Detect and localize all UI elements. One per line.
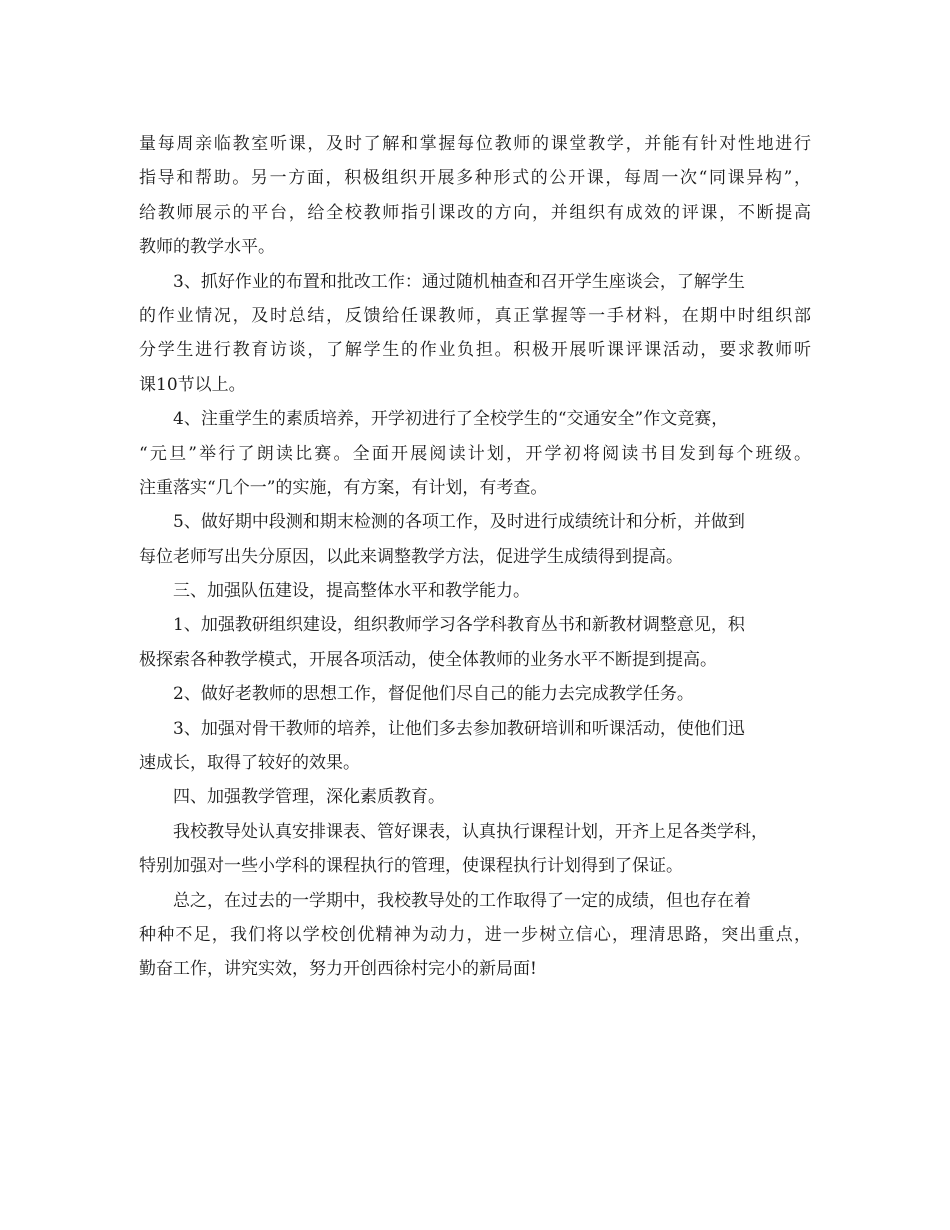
text-line: “元旦”举行了朗读比赛。全面开展阅读计划，开学初将阅读书目发到每个班级。	[139, 443, 811, 464]
text-line: 课10节以上。	[139, 374, 246, 395]
text-line: 三、加强队伍建设，提高整体水平和教学能力。	[173, 581, 530, 602]
text-line: 总之，在过去的一学期中，我校教导处的工作取得了一定的成绩，但也存在着	[173, 890, 751, 911]
text-line: 每位老师写出失分原因，以此来调整教学方法，促进学生成绩得到提高。	[139, 546, 683, 567]
text-line: 3、加强对骨干教师的培养，让他们多去参加教研培训和听课活动，使他们迅	[173, 718, 745, 739]
text-line: 的作业情况，及时总结，反馈给任课教师，真正掌握等一手材料，在期中时组织部	[139, 305, 811, 326]
text-line: 教师的教学水平。	[139, 237, 275, 258]
text-line: 4、注重学生的素质培养，开学初进行了全校学生的“交通安全”作文竞赛，	[173, 409, 729, 430]
text-line: 5、做好期中段测和期末检测的各项工作，及时进行成绩统计和分析，并做到	[173, 512, 745, 533]
text-line: 我校教导处认真安排课表、管好课表，认真执行课程计划，开齐上足各类学科，	[173, 821, 768, 842]
text-line: 给教师展示的平台，给全校教师指引课改的方向，并组织有成效的评课，不断提高	[139, 202, 811, 223]
text-line: 速成长，取得了较好的效果。	[139, 753, 360, 774]
text-line: 极探索各种教学模式，开展各项活动，使全体教师的业务水平不断提到提高。	[139, 649, 717, 670]
text-line: 1、加强教研组织建设，组织教师学习各学科教育丛书和新教材调整意见，积	[173, 615, 745, 636]
text-line: 特别加强对一些小学科的课程执行的管理，使课程执行计划得到了保证。	[139, 856, 683, 877]
text-line: 3、抓好作业的布置和批改工作：通过随机柚查和召开学生座谈会，了解学生	[173, 271, 745, 292]
text-line: 量每周亲临教室听课，及时了解和掌握每位教师的课堂教学，并能有针对性地进行	[139, 134, 811, 154]
document-body	[139, 127, 811, 987]
text-line: 2、做好老教师的思想工作，督促他们尽自己的能力去完成教学任务。	[173, 684, 694, 705]
text-line: 勤奋工作，讲究实效，努力开创西徐村完小的新局面!	[139, 959, 537, 980]
text-line: 四、加强教学管理，深化素质教育。	[173, 787, 445, 808]
text-line: 指导和帮助。另一方面，积极组织开展多种形式的公开课，每周一次“同课异构”，	[139, 168, 811, 189]
text-line: 种种不足，我们将以学校创优精神为动力，进一步树立信心，理清思路，突出重点，	[139, 924, 811, 945]
text-line: 注重落实“几个一”的实施，有方案，有计划，有考查。	[139, 477, 548, 498]
text-line: 分学生进行教育访谈，了解学生的作业负担。积极开展听课评课活动，要求教师听	[139, 340, 811, 361]
